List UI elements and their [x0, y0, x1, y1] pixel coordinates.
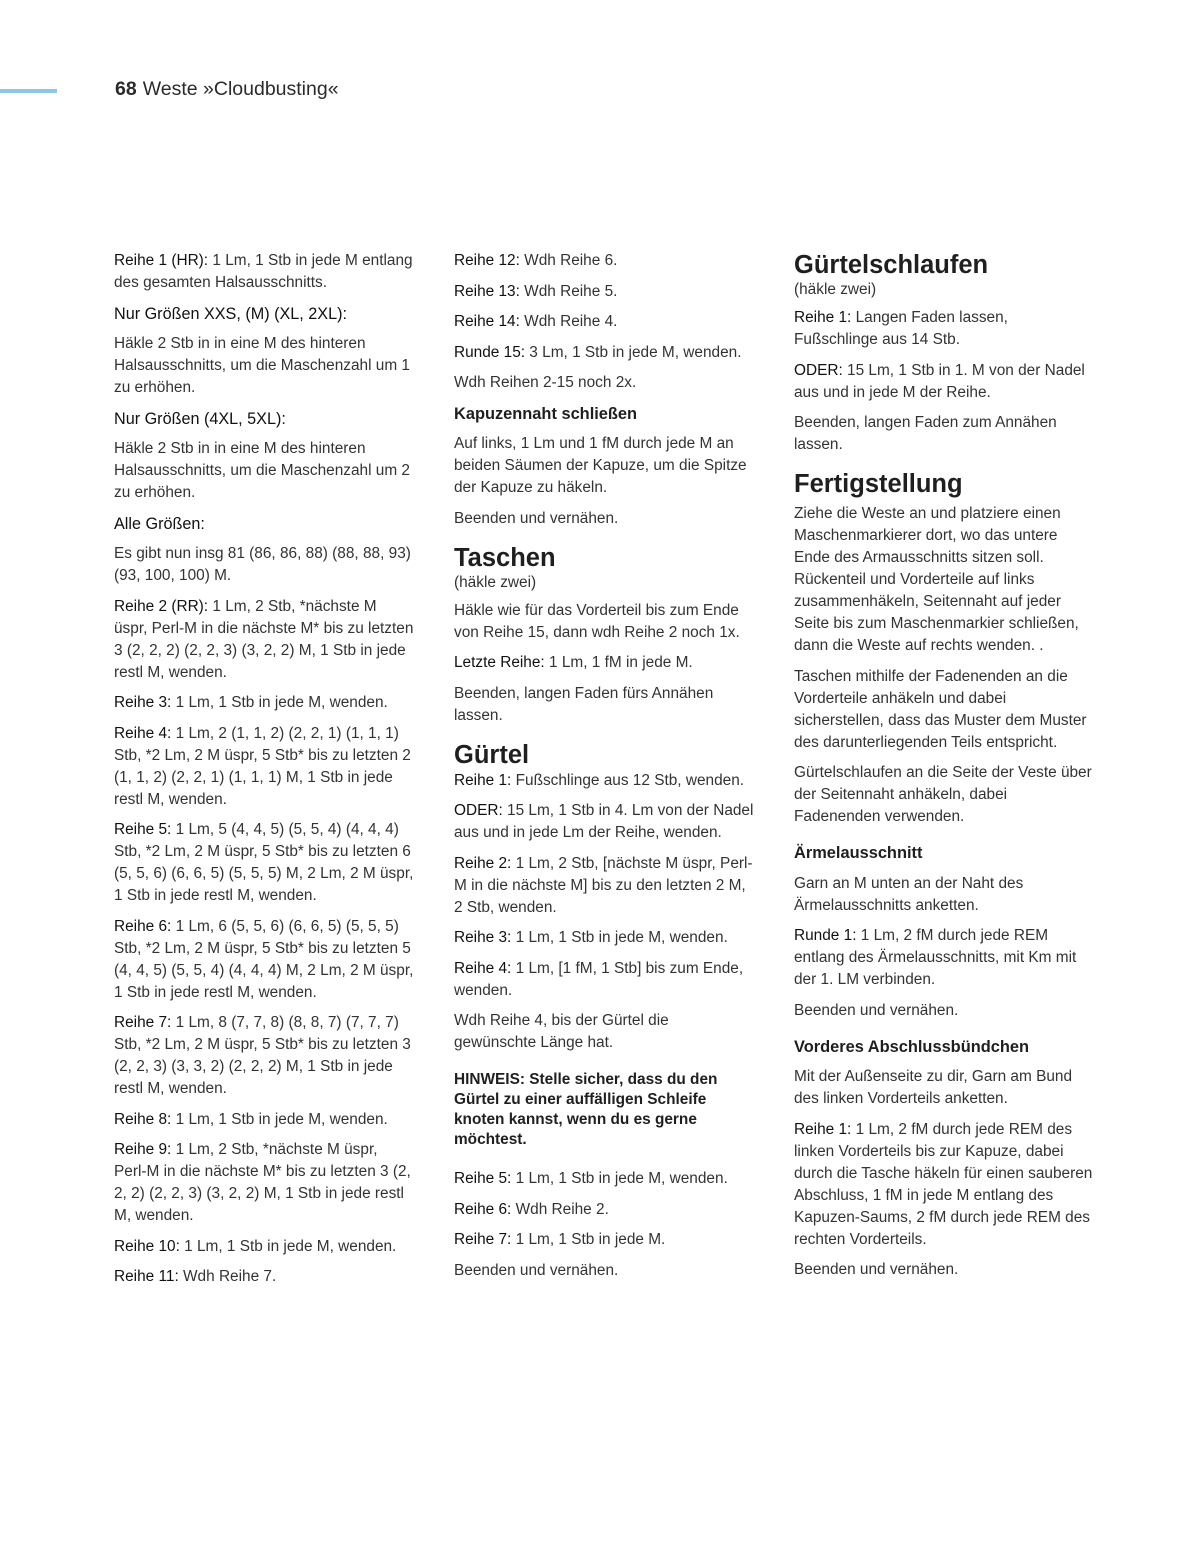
belt-loops-heading: Gürtelschlaufen [794, 251, 989, 279]
pockets-last-row: Letzte Reihe: 1 Lm, 1 fM in jede M. [454, 654, 693, 671]
sizes-heading-2: Nur Größen (4XL, 5XL): [114, 409, 286, 428]
belt-row-7: Reihe 7: 1 Lm, 1 Stb in jede M. [454, 1231, 666, 1248]
armhole-end: Beenden und vernähen. [794, 1001, 959, 1019]
belt-loops-alternative: ODER: 15 Lm, 1 Stb in 1. M von der Nadel aus und in jede M der Reihe. [794, 361, 1085, 401]
instruction-row-4: Reihe 4: 1 Lm, 2 (1, 1, 2) (2, 2, 1) (1, 1, 1) Stb, *2 Lm, 2 M üspr, 5 Stb* bis zu letzten 2 (1, 1, 2) (2, 2, 1) (1, 1, 1) M, 1 Stb in jede restl M, wenden. [114, 724, 411, 808]
belt-repeat: Wdh Reihe 4, bis der Gürtel die gewünschte Länge hat. [454, 1012, 669, 1051]
instruction-row-3: Reihe 3: 1 Lm, 1 Stb in jede M, wenden. [114, 694, 388, 711]
instruction-row-5: Reihe 5: 1 Lm, 5 (4, 4, 5) (5, 5, 4) (4, 4, 4) Stb, *2 Lm, 2 M üspr, 5 Stb* bis zu letzten 6 (5, 5, 6) (6, 6, 5) (5, 5, 5) M, 2 Lm, 2 M üspr, 1 Stb in jede restl M, wenden. [114, 821, 414, 904]
header-accent-line [0, 89, 57, 93]
finishing-text-2: Taschen mithilfe der Fadenenden an die Vorderteile anhäkeln und dabei sicherstellen, dass das Muster dem Muster des darunterliegenden Teils entspricht. [794, 667, 1087, 751]
instruction-row-7: Reihe 7: 1 Lm, 8 (7, 7, 8) (8, 8, 7) (7, 7, 7) Stb, *2 Lm, 2 M üspr, 5 Stb* bis zu letzten 3 (2, 2, 3) (3, 3, 2) (2, 2, 2) M, 1 Stb in jede restl M, wenden. [114, 1014, 411, 1097]
page-number: 68 [115, 78, 137, 100]
belt-end: Beenden und vernähen. [454, 1261, 619, 1279]
hood-seam-end: Beenden und vernähen. [454, 509, 619, 527]
repeat-text: Wdh Reihen 2-15 noch 2x. [454, 374, 637, 391]
armhole-text: Garn an M unten an der Naht des Ärmelausschnitts anketten. [794, 874, 1024, 914]
belt-row-2: Reihe 2: 1 Lm, 2 Stb, [nächste M üspr, Perl-M in die nächste M] bis zu den letzten 2 M, 2 Stb, wenden. [454, 854, 753, 916]
belt-loops-subheading: (häkle zwei) [794, 281, 877, 298]
sizes-text-1: Häkle 2 Stb in in eine M des hinteren Halsausschnitts, um die Maschenzahl um 1 zu erhöhen. [114, 335, 410, 396]
instruction-row-8: Reihe 8: 1 Lm, 1 Stb in jede M, wenden. [114, 1110, 388, 1128]
hood-seam-text: Auf links, 1 Lm und 1 fM durch jede M an beiden Säumen der Kapuze, um die Spitze der Kapuze zu häkeln. [454, 435, 747, 496]
belt-row-4: Reihe 4: 1 Lm, [1 fM, 1 Stb] bis zum Ende, wenden. [454, 959, 744, 999]
instruction-row-1: Reihe 1 (HR): 1 Lm, 1 Stb in jede M entlang des gesamten Halsausschnitts. [114, 252, 413, 291]
pockets-text: Häkle wie für das Vorderteil bis zum Ende von Reihe 15, dann wdh Reihe 2 noch 1x. [454, 601, 740, 641]
instruction-row-14: Reihe 14: Wdh Reihe 4. [454, 313, 618, 330]
front-band-text: Mit der Außenseite zu dir, Garn am Bund des linken Vorderteils anketten. [794, 1068, 1073, 1107]
front-band-end: Beenden und vernähen. [794, 1261, 959, 1278]
front-band-row-1: Reihe 1: 1 Lm, 2 fM durch jede REM des linken Vorderteils bis zur Kapuze, dabei durch die Tasche häkeln für einen sauberen Abschluss, 1 fM in jede M entlang des Kapuzen-Saums, 2 fM durch jede REM des rechten Vorderteils. [794, 1120, 1093, 1248]
all-sizes-text: Es gibt nun insg 81 (86, 86, 88) (88, 88, 93) (93, 100, 100) M. [114, 545, 411, 584]
instruction-row-11: Reihe 11: Wdh Reihe 7. [114, 1268, 277, 1285]
belt-alternative: ODER: 15 Lm, 1 Stb in 4. Lm von der Nadel aus und in jede Lm der Reihe, wenden. [454, 802, 754, 841]
finishing-heading: Fertigstellung [794, 470, 963, 498]
belt-row-3: Reihe 3: 1 Lm, 1 Stb in jede M, wenden. [454, 929, 728, 946]
belt-heading: Gürtel [454, 740, 530, 769]
belt-loops-row-1: Reihe 1: Langen Faden lassen, Fußschlinge aus 14 Stb. [794, 309, 1008, 348]
instruction-row-13: Reihe 13: Wdh Reihe 5. [454, 282, 618, 300]
belt-row-6: Reihe 6: Wdh Reihe 2. [454, 1200, 609, 1218]
finishing-text-1: Ziehe die Weste an und platziere einen Maschenmarkierer dort, wo das untere Ende des Armausschnitts sitzen soll. Rückenteil und Vorderteile auf links zusammenhäkeln, Seitennaht auf jeder Seite bis zum Maschenmarkier schließen, dann die Weste auf rechts wenden. . [794, 505, 1079, 654]
all-sizes-heading: Alle Größen: [114, 514, 205, 533]
pockets-heading: Taschen [454, 543, 556, 572]
sizes-text-2: Häkle 2 Stb in in eine M des hinteren Halsausschnitts, um die Maschenzahl um 2 zu erhöhen. [114, 440, 410, 501]
page-header [115, 78, 339, 101]
instruction-round-15: Runde 15: 3 Lm, 1 Stb in jede M, wenden. [454, 343, 742, 361]
pockets-end: Beenden, langen Faden fürs Annähen lassen. [454, 684, 714, 724]
hood-seam-heading: Kapuzennaht schließen [454, 404, 638, 423]
instruction-row-6: Reihe 6: 1 Lm, 6 (5, 5, 6) (6, 6, 5) (5, 5, 5) Stb, *2 Lm, 2 M üspr, 5 Stb* bis zu letzten 5 (4, 4, 5) (5, 5, 4) (4, 4, 4) M, 2 Lm, 2 M üspr, 1 Stb in jede restl M, wenden. [114, 917, 414, 1001]
instruction-row-2: Reihe 2 (RR): 1 Lm, 2 Stb, *nächste M üspr, Perl-M in die nächste M* bis zu letzten 3 (2, 2, 2) (2, 2, 3) (3, 2, 2) M, 1 Stb in jede restl M, wenden. [114, 597, 414, 681]
sizes-heading-1: Nur Größen XXS, (M) (XL, 2XL): [114, 304, 347, 323]
instruction-row-12: Reihe 12: Wdh Reihe 6. [454, 252, 618, 269]
instruction-row-9: Reihe 9: 1 Lm, 2 Stb, *nächste M üspr, Perl-M in die nächste M* bis zu letzten 3 (2, 2, 2) (2, 2, 3) (3, 2, 2) M, 1 Stb in jede restl M, wenden. [114, 1141, 411, 1224]
column-2 [454, 250, 754, 1290]
armhole-round-1: Runde 1: 1 Lm, 2 fM durch jede REM entlang des Ärmelausschnitts, mit Km mit der 1. LM verbinden. [794, 927, 1077, 988]
page-title: Weste »Cloudbusting« [142, 78, 339, 100]
column-1 [114, 250, 414, 1297]
belt-row-5: Reihe 5: 1 Lm, 1 Stb in jede M, wenden. [454, 1170, 728, 1187]
instruction-row-10: Reihe 10: 1 Lm, 1 Stb in jede M, wenden. [114, 1237, 397, 1255]
armhole-heading: Ärmelausschnitt [794, 844, 923, 862]
belt-note: HINWEIS: Stelle sicher, dass du den Gürtel zu einer auffälligen Schleife knoten kannst, wenn du es gerne möchtest. [454, 1071, 718, 1148]
belt-loops-end: Beenden, langen Faden zum Annähen lassen. [794, 414, 1057, 453]
pockets-subheading: (häkle zwei) [454, 573, 537, 591]
belt-row-1: Reihe 1: Fußschlinge aus 12 Stb, wenden. [454, 771, 745, 789]
finishing-text-3: Gürtelschlaufen an die Seite der Veste über der Seitennaht anhäkeln, dabei Fadenenden verwenden. [794, 764, 1092, 825]
front-band-heading: Vorderes Abschlussbündchen [794, 1037, 1029, 1056]
column-3 [794, 250, 1094, 1290]
